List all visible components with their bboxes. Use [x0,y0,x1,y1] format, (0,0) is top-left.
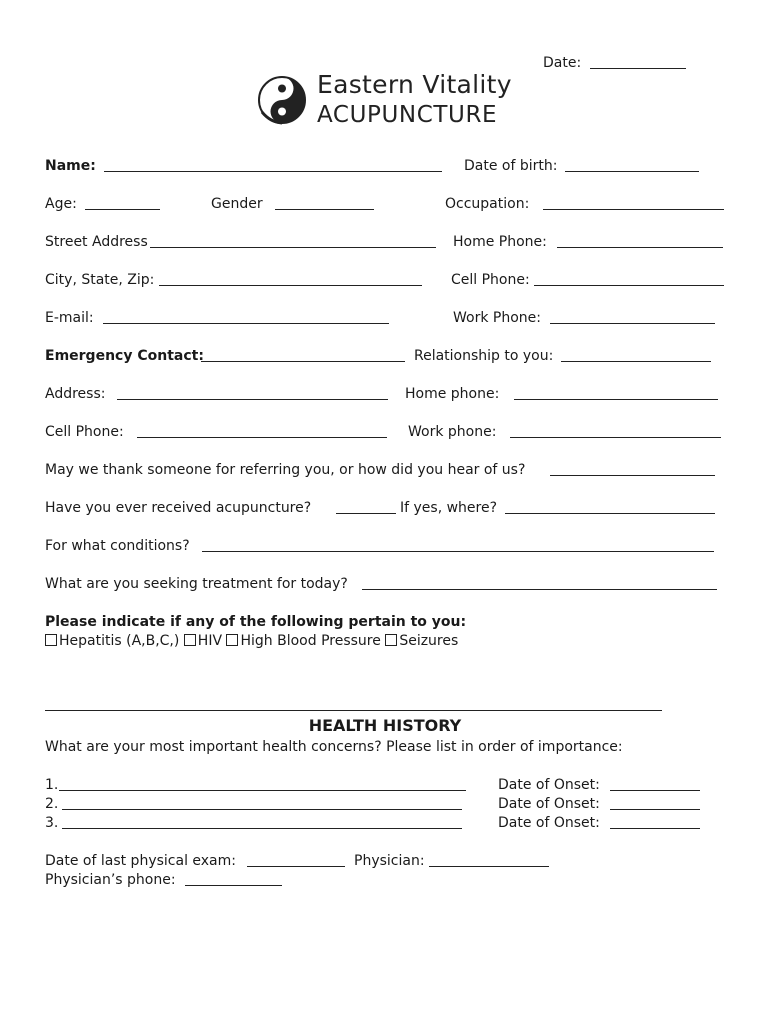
city-label: City, State, Zip: [45,272,155,288]
emergency-address-field[interactable] [117,399,388,400]
age-field[interactable] [85,209,160,210]
section-divider [45,710,662,711]
emergency-contact-field[interactable] [201,361,405,362]
street-field[interactable] [150,247,436,248]
concern-number-2: 2. [45,796,59,812]
emergency-work-phone-field[interactable] [510,437,721,438]
emergency-home-phone-field[interactable] [514,399,718,400]
received-field[interactable] [336,513,396,514]
email-label: E-mail: [45,310,94,326]
name-label: Name: [45,158,96,174]
seizures-label: Seizures [399,633,459,649]
referral-question: May we thank someone for referring you, or how did you hear of us? [45,462,526,478]
work-phone-field[interactable] [550,323,715,324]
last-exam-label: Date of last physical exam: [45,853,236,869]
concern-number-1: 1. [45,777,59,793]
concern-field-3[interactable] [62,828,462,829]
concern-number-3: 3. [45,815,59,831]
if-yes-label: If yes, where? [400,500,498,516]
occupation-label: Occupation: [445,196,530,212]
date-field[interactable] [590,68,686,69]
physician-phone-field[interactable] [185,885,282,886]
brand-logo [256,72,308,132]
hiv-checkbox[interactable] [184,634,196,646]
hepatitis-checkbox[interactable] [45,634,57,646]
onset-label-1: Date of Onset: [498,777,600,793]
relationship-label: Relationship to you: [414,348,554,364]
last-exam-field[interactable] [247,866,345,867]
emergency-home-phone-label: Home phone: [405,386,500,402]
brand-name: Eastern Vitality [317,70,512,99]
health-history-title: HEALTH HISTORY [308,716,462,735]
onset-field-1[interactable] [610,790,700,791]
emergency-cell-phone-field[interactable] [137,437,387,438]
onset-label-2: Date of Onset: [498,796,600,812]
emergency-address-label: Address: [45,386,106,402]
work-phone-label: Work Phone: [453,310,541,326]
referral-field[interactable] [550,475,715,476]
conditions-field[interactable] [202,551,714,552]
dob-label: Date of birth: [464,158,558,174]
pertain-options [45,632,458,650]
onset-field-3[interactable] [610,828,700,829]
cell-phone-field[interactable] [534,285,724,286]
conditions-question: For what conditions? [45,538,190,554]
seeking-field[interactable] [362,589,717,590]
concern-field-1[interactable] [59,790,466,791]
concern-field-2[interactable] [62,809,462,810]
onset-field-2[interactable] [610,809,700,810]
name-field[interactable] [104,171,442,172]
occupation-field[interactable] [543,209,724,210]
high-blood-pressure-checkbox[interactable] [226,634,238,646]
seeking-question: What are you seeking treatment for today? [45,576,348,592]
yin-yang-icon [256,72,308,128]
onset-label-3: Date of Onset: [498,815,600,831]
seizures-checkbox[interactable] [385,634,397,646]
home-phone-field[interactable] [557,247,723,248]
cell-phone-label: Cell Phone: [451,272,530,288]
gender-label: Gender [211,196,263,212]
home-phone-label: Home Phone: [453,234,547,250]
relationship-field[interactable] [561,361,711,362]
email-field[interactable] [103,323,389,324]
physician-field[interactable] [429,866,549,867]
emergency-work-phone-label: Work phone: [408,424,497,440]
brand-subtitle: ACUPUNCTURE [317,102,498,128]
city-field[interactable] [159,285,422,286]
emergency-cell-phone-label: Cell Phone: [45,424,124,440]
emergency-contact-label: Emergency Contact: [45,348,204,364]
age-label: Age: [45,196,77,212]
hiv-label: HIV [197,633,223,649]
high-blood-pressure-label: High Blood Pressure [240,633,381,649]
physician-label: Physician: [354,853,425,869]
if-yes-field[interactable] [505,513,715,514]
received-question: Have you ever received acupuncture? [45,500,312,516]
hepatitis-label: Hepatitis (A,B,C,) [59,633,180,649]
dob-field[interactable] [565,171,699,172]
physician-phone-label: Physician’s phone: [45,872,176,888]
health-prompt: What are your most important health concerns? Please list in order of importance: [45,739,623,755]
date-label: Date: [543,55,582,71]
gender-field[interactable] [275,209,374,210]
street-label: Street Address [45,234,148,250]
pertain-heading: Please indicate if any of the following pertain to you: [45,614,467,630]
